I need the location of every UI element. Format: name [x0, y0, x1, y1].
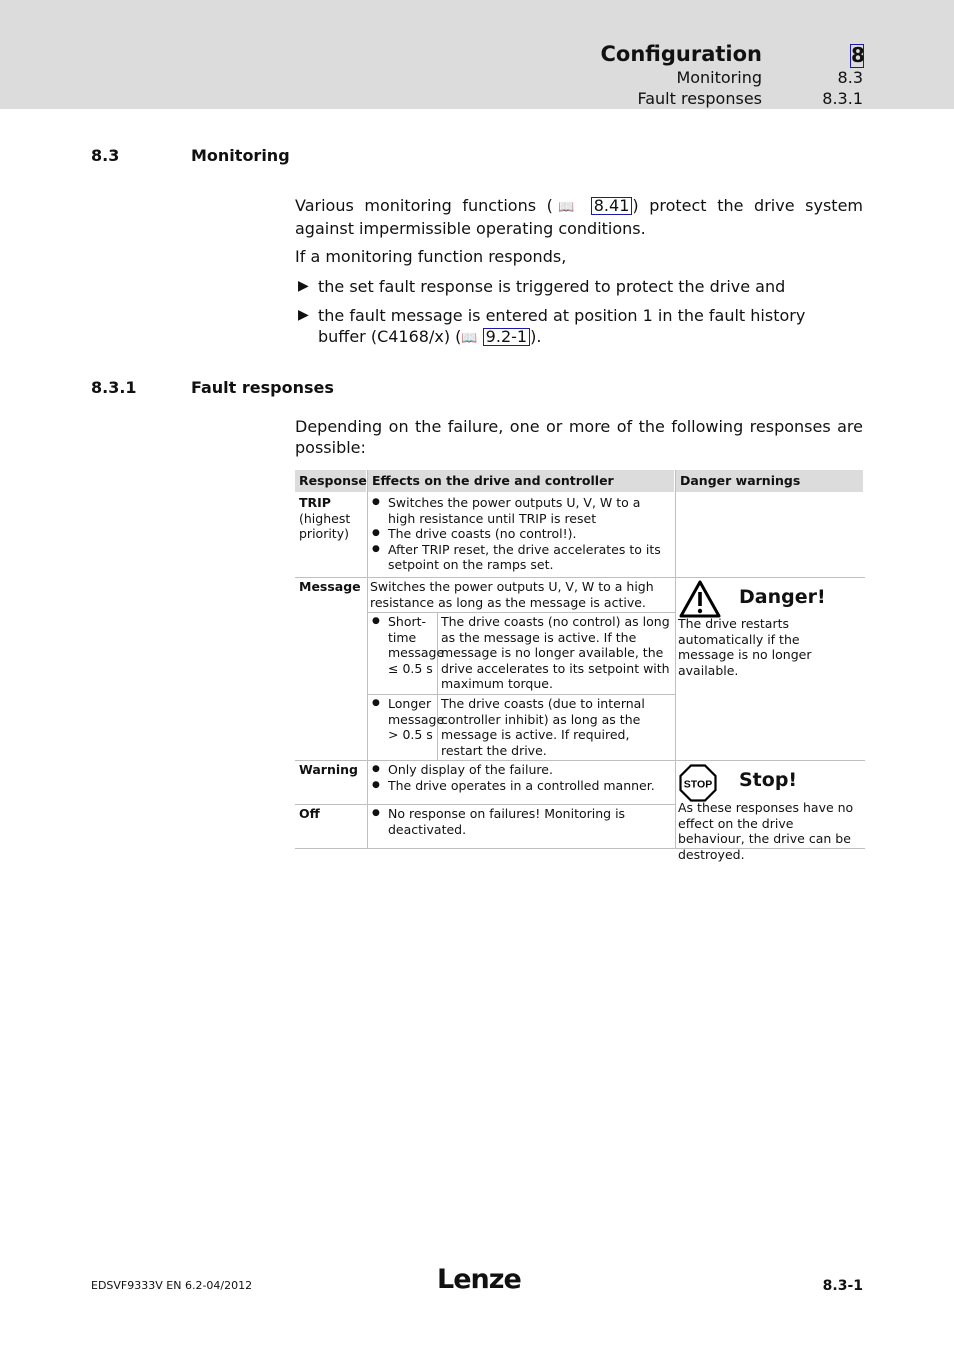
short-message-effect: The drive coasts (no control) as long as the message is active. If the message is no longer available, the drive accelerates to its setpoint with maximum torque. — [441, 614, 670, 691]
divider — [367, 470, 368, 848]
divider — [295, 577, 865, 578]
page-header — [0, 0, 954, 109]
book-icon: 📖 — [461, 331, 478, 346]
col-header-response: Response — [295, 470, 366, 492]
cross-ref-link[interactable]: 8.41 — [591, 197, 633, 215]
chapter-number[interactable]: 8 — [851, 43, 865, 67]
book-icon: 📖 — [552, 200, 581, 215]
triangle-bullet-icon: ▶ — [298, 278, 309, 294]
message-label: Message — [299, 579, 361, 594]
warning-triangle-icon — [679, 580, 721, 618]
message-text: Switches the power outputs U, V, W to a high resistance as long as the message is active. — [370, 579, 654, 610]
section-number: 8.3 — [91, 146, 120, 165]
lenze-logo: Lenze — [437, 1264, 521, 1295]
stop-text: As these responses have no effect on the drive behaviour, the drive can be destroyed. — [678, 800, 854, 862]
list-item: ● The drive operates in a controlled manner. — [370, 778, 666, 794]
header-sub2-number: 8.3.1 — [822, 89, 863, 108]
header-sub2-label: Fault responses — [637, 89, 762, 108]
trip-effects-list — [370, 495, 666, 573]
subsection-number: 8.3.1 — [91, 378, 137, 397]
trip-label: TRIP — [299, 495, 331, 510]
divider — [437, 612, 438, 760]
chapter-title: Configuration — [600, 42, 762, 66]
bullet-item: ▶ the fault message is entered at position 1 in the fault history buffer (C4168/x) (📖 9.2-1 ). — [298, 306, 806, 346]
section-title: Monitoring — [191, 146, 290, 165]
divider — [675, 470, 676, 848]
col-header-danger: Danger warnings — [676, 470, 863, 492]
divider — [295, 804, 675, 805]
list-item: ● Switches the power outputs U, V, W to a high resistance until TRIP is reset — [370, 495, 666, 526]
off-label: Off — [299, 806, 320, 821]
divider — [367, 694, 675, 695]
list-item: ● After TRIP reset, the drive accelerates to its setpoint on the ramps set. — [370, 542, 666, 573]
subsection-intro: Depending on the failure, one or more of the following responses are possible: — [295, 417, 863, 457]
warning-effects-list — [370, 762, 666, 793]
footer-doc-id: EDSVF9333V EN 6.2-04/2012 — [91, 1279, 253, 1292]
bullet-item: ▶ the set fault response is triggered to protect the drive and — [298, 277, 786, 296]
trip-cell — [299, 495, 365, 542]
divider — [295, 760, 865, 761]
danger-text: The drive restarts automatically if the message is no longer available. — [678, 616, 812, 678]
divider — [367, 612, 675, 613]
cross-ref-link[interactable]: 9.2-1 — [483, 328, 530, 346]
short-message-label: ● Short-time message ≤ 0.5 s — [370, 614, 434, 676]
stop-sign-icon — [679, 764, 717, 802]
off-effects-list — [370, 806, 666, 837]
header-sub1-label: Monitoring — [676, 68, 762, 87]
col-header-effects: Effects on the drive and controller — [368, 470, 674, 492]
triangle-bullet-icon: ▶ — [298, 307, 309, 323]
list-item: ● Only display of the failure. — [370, 762, 666, 778]
stop-heading: Stop! — [739, 769, 798, 791]
list-item: ● No response on failures! Monitoring is deactivated. — [370, 806, 666, 837]
header-sub1-number: 8.3 — [837, 68, 863, 87]
page-number: 8.3-1 — [822, 1278, 863, 1294]
intro-paragraph: Various monitoring functions (📖 8.41 ) protect the drive system against impermissible operating conditions. — [295, 196, 863, 238]
long-message-label: ● Longer message > 0.5 s — [370, 696, 434, 743]
subsection-title: Fault responses — [191, 378, 334, 397]
danger-heading: Danger! — [739, 586, 826, 608]
trip-note: (highest priority) — [299, 510, 351, 541]
warning-label: Warning — [299, 762, 358, 777]
if-paragraph: If a monitoring function responds, — [295, 247, 567, 266]
list-item: ● The drive coasts (no control!). — [370, 526, 666, 542]
long-message-effect: The drive coasts (due to internal controller inhibit) as long as the message is active. If required, restart the drive. — [441, 696, 645, 758]
stop-icon-text: STOP — [683, 778, 713, 791]
